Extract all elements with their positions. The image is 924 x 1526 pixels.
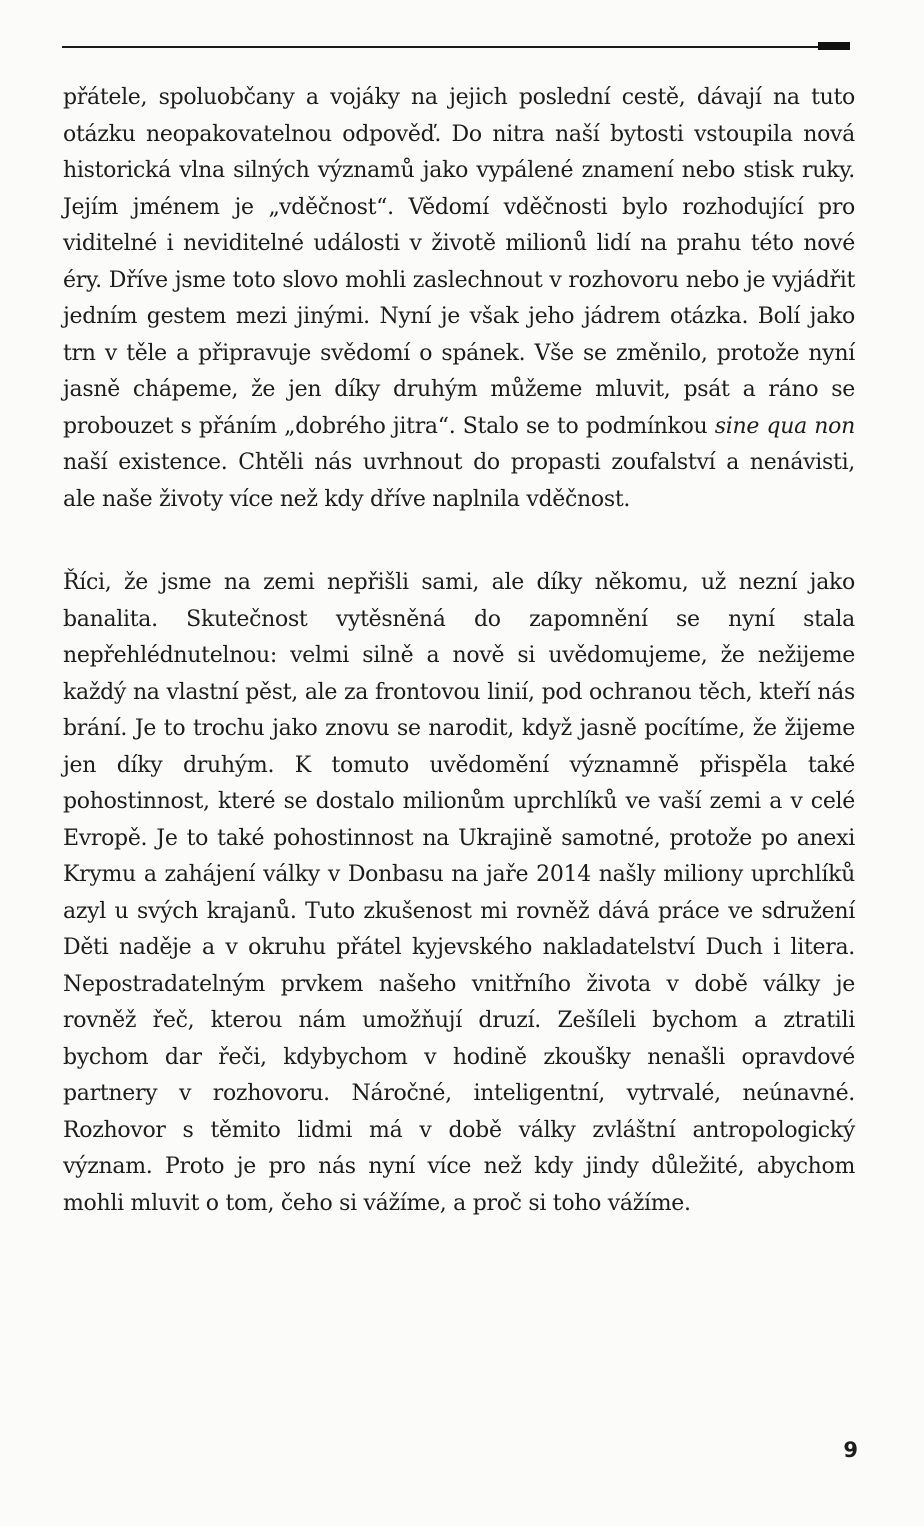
header-rule <box>62 46 850 48</box>
paragraph-2: Říci, že jsme na zemi nepřišli sami, ale díky někomu, už nezní jako banalita. Skutečnost vytěsněná do zapomnění se nyní stala nepřehlédnutelnou: velmi silně a nově si uvědomujeme, že nežijeme každý na vlastní pěst, ale za frontovou linií, pod ochranou těch, kteří nás brání. Je to trochu jako znovu se narodit, když jasně pocítíme, že žijeme jen díky druhým. K tomuto uvědomění významně přispěla také pohostinnost, které se dostalo milionům uprchlíků ve vaší zemi a v celé Evropě. Je to také pohostinnost na Ukrajině samotné, protože po anexi Krymu a zahájení války v Donbasu na jaře 2014 našly miliony uprchlíků azyl u svých krajanů. Tuto zkušenost mi rovněž dává práce ve sdružení Děti naděje a v okruhu přátel kyjevského nakladatelství Duch i litera. Nepostradatelným prvkem našeho vnitřního života v době války je rovněž řeč, kterou nám umožňují druzí. Zešíleli bychom a ztratili bychom dar řeči, kdybychom v hodině zkoušky nenašli opravdové partnery v rozhovoru. Náročné, inteligentní, vytrvalé, neúnavné. Rozhovor s těmito lidmi má v době války zvláštní antropologický význam. Proto je pro nás nyní více než kdy jindy důležité, abychom mohli mluvit o tom, čeho si vážíme, a proč si toho vážíme. <box>63 570 855 1216</box>
paragraph-1-text-b: naší existence. Chtěli nás uvrhnout do propasti zoufalství a nenávisti, ale naše životy více než kdy dříve naplnila vděčnost. <box>63 450 855 512</box>
paragraph-1 <box>63 80 855 518</box>
page-number: 9 <box>843 1438 858 1462</box>
text-column <box>63 80 855 1222</box>
latin-phrase: sine qua non <box>714 413 855 439</box>
paragraph-1-text-a: přátele, spoluobčany a vojáky na jejich poslední cestě, dávají na tuto otázku neopakovatelnou odpověď. Do nitra naší bytosti vstoupila nová historická vlna silných významů jako vypálené znamení nebo stisk ruky. Jejím jménem je „vděčnost“. Vědomí vděčnosti bylo rozhodující pro viditelné i neviditelné události v životě milionů lidí na prahu této nové éry. Dříve jsme toto slovo mohli zaslechnout v rozhovoru nebo je vyjádřit jedním gestem mezi jinými. Nyní je však jeho jádrem otázka. Bolí jako trn v těle a připravuje svědomí o spánek. Vše se změnilo, protože nyní jasně chápeme, že jen díky druhým můžeme mluvit, psát a ráno se probouzet s přáním „dobrého jitra“. Stalo se to podmínkou <box>63 85 855 439</box>
header-marker <box>818 42 850 50</box>
